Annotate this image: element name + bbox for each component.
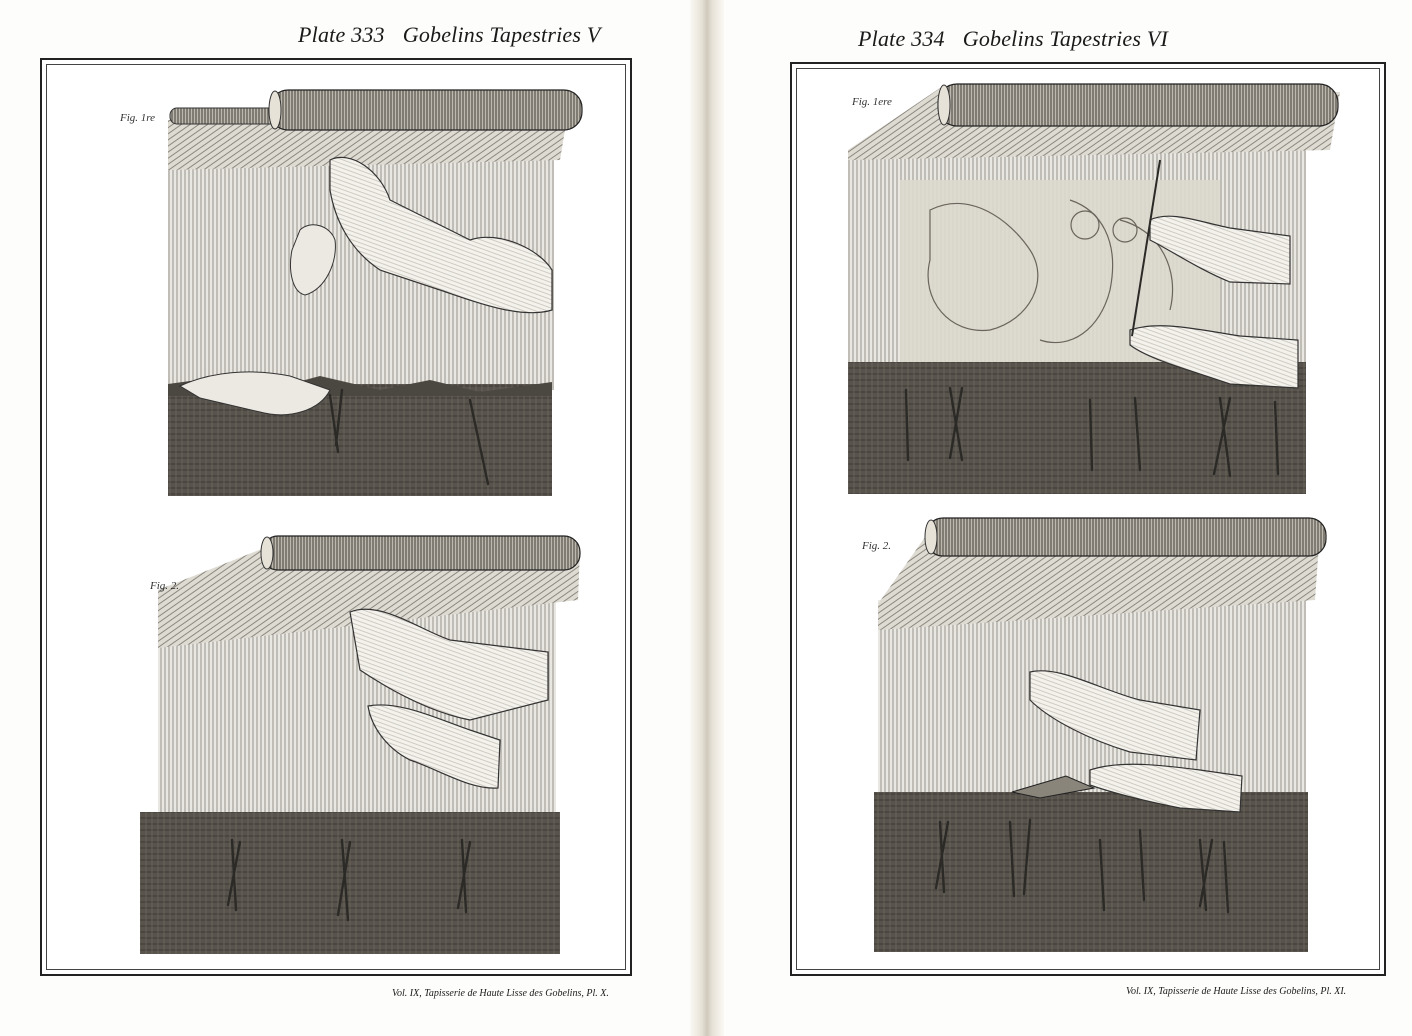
- left-fig1-label: Fig. 1re: [120, 112, 156, 124]
- right-fig2-engraving: [874, 518, 1326, 952]
- left-plate-number: Plate 333: [298, 22, 385, 47]
- left-fig1-engraving: [168, 90, 582, 496]
- right-fig2-label: Fig. 2.: [862, 540, 892, 552]
- right-fig1-label: Fig. 1ere: [852, 96, 892, 108]
- left-fig2-engraving: [140, 536, 580, 954]
- left-plate-caption: Vol. IX, Tapisserie de Haute Lisse des Gobelins, Pl. X.: [392, 988, 609, 999]
- left-fig2-label: Fig. 2.: [150, 580, 180, 592]
- right-plate-number: Plate 334: [858, 26, 945, 51]
- right-plate-title: Gobelins Tapestries VI: [962, 26, 1168, 51]
- right-plate-caption: Vol. IX, Tapisserie de Haute Lisse des Gobelins, Pl. XI.: [1126, 986, 1347, 997]
- right-fig1-engraving: [848, 84, 1340, 494]
- left-plate-title: Gobelins Tapestries V: [402, 22, 601, 47]
